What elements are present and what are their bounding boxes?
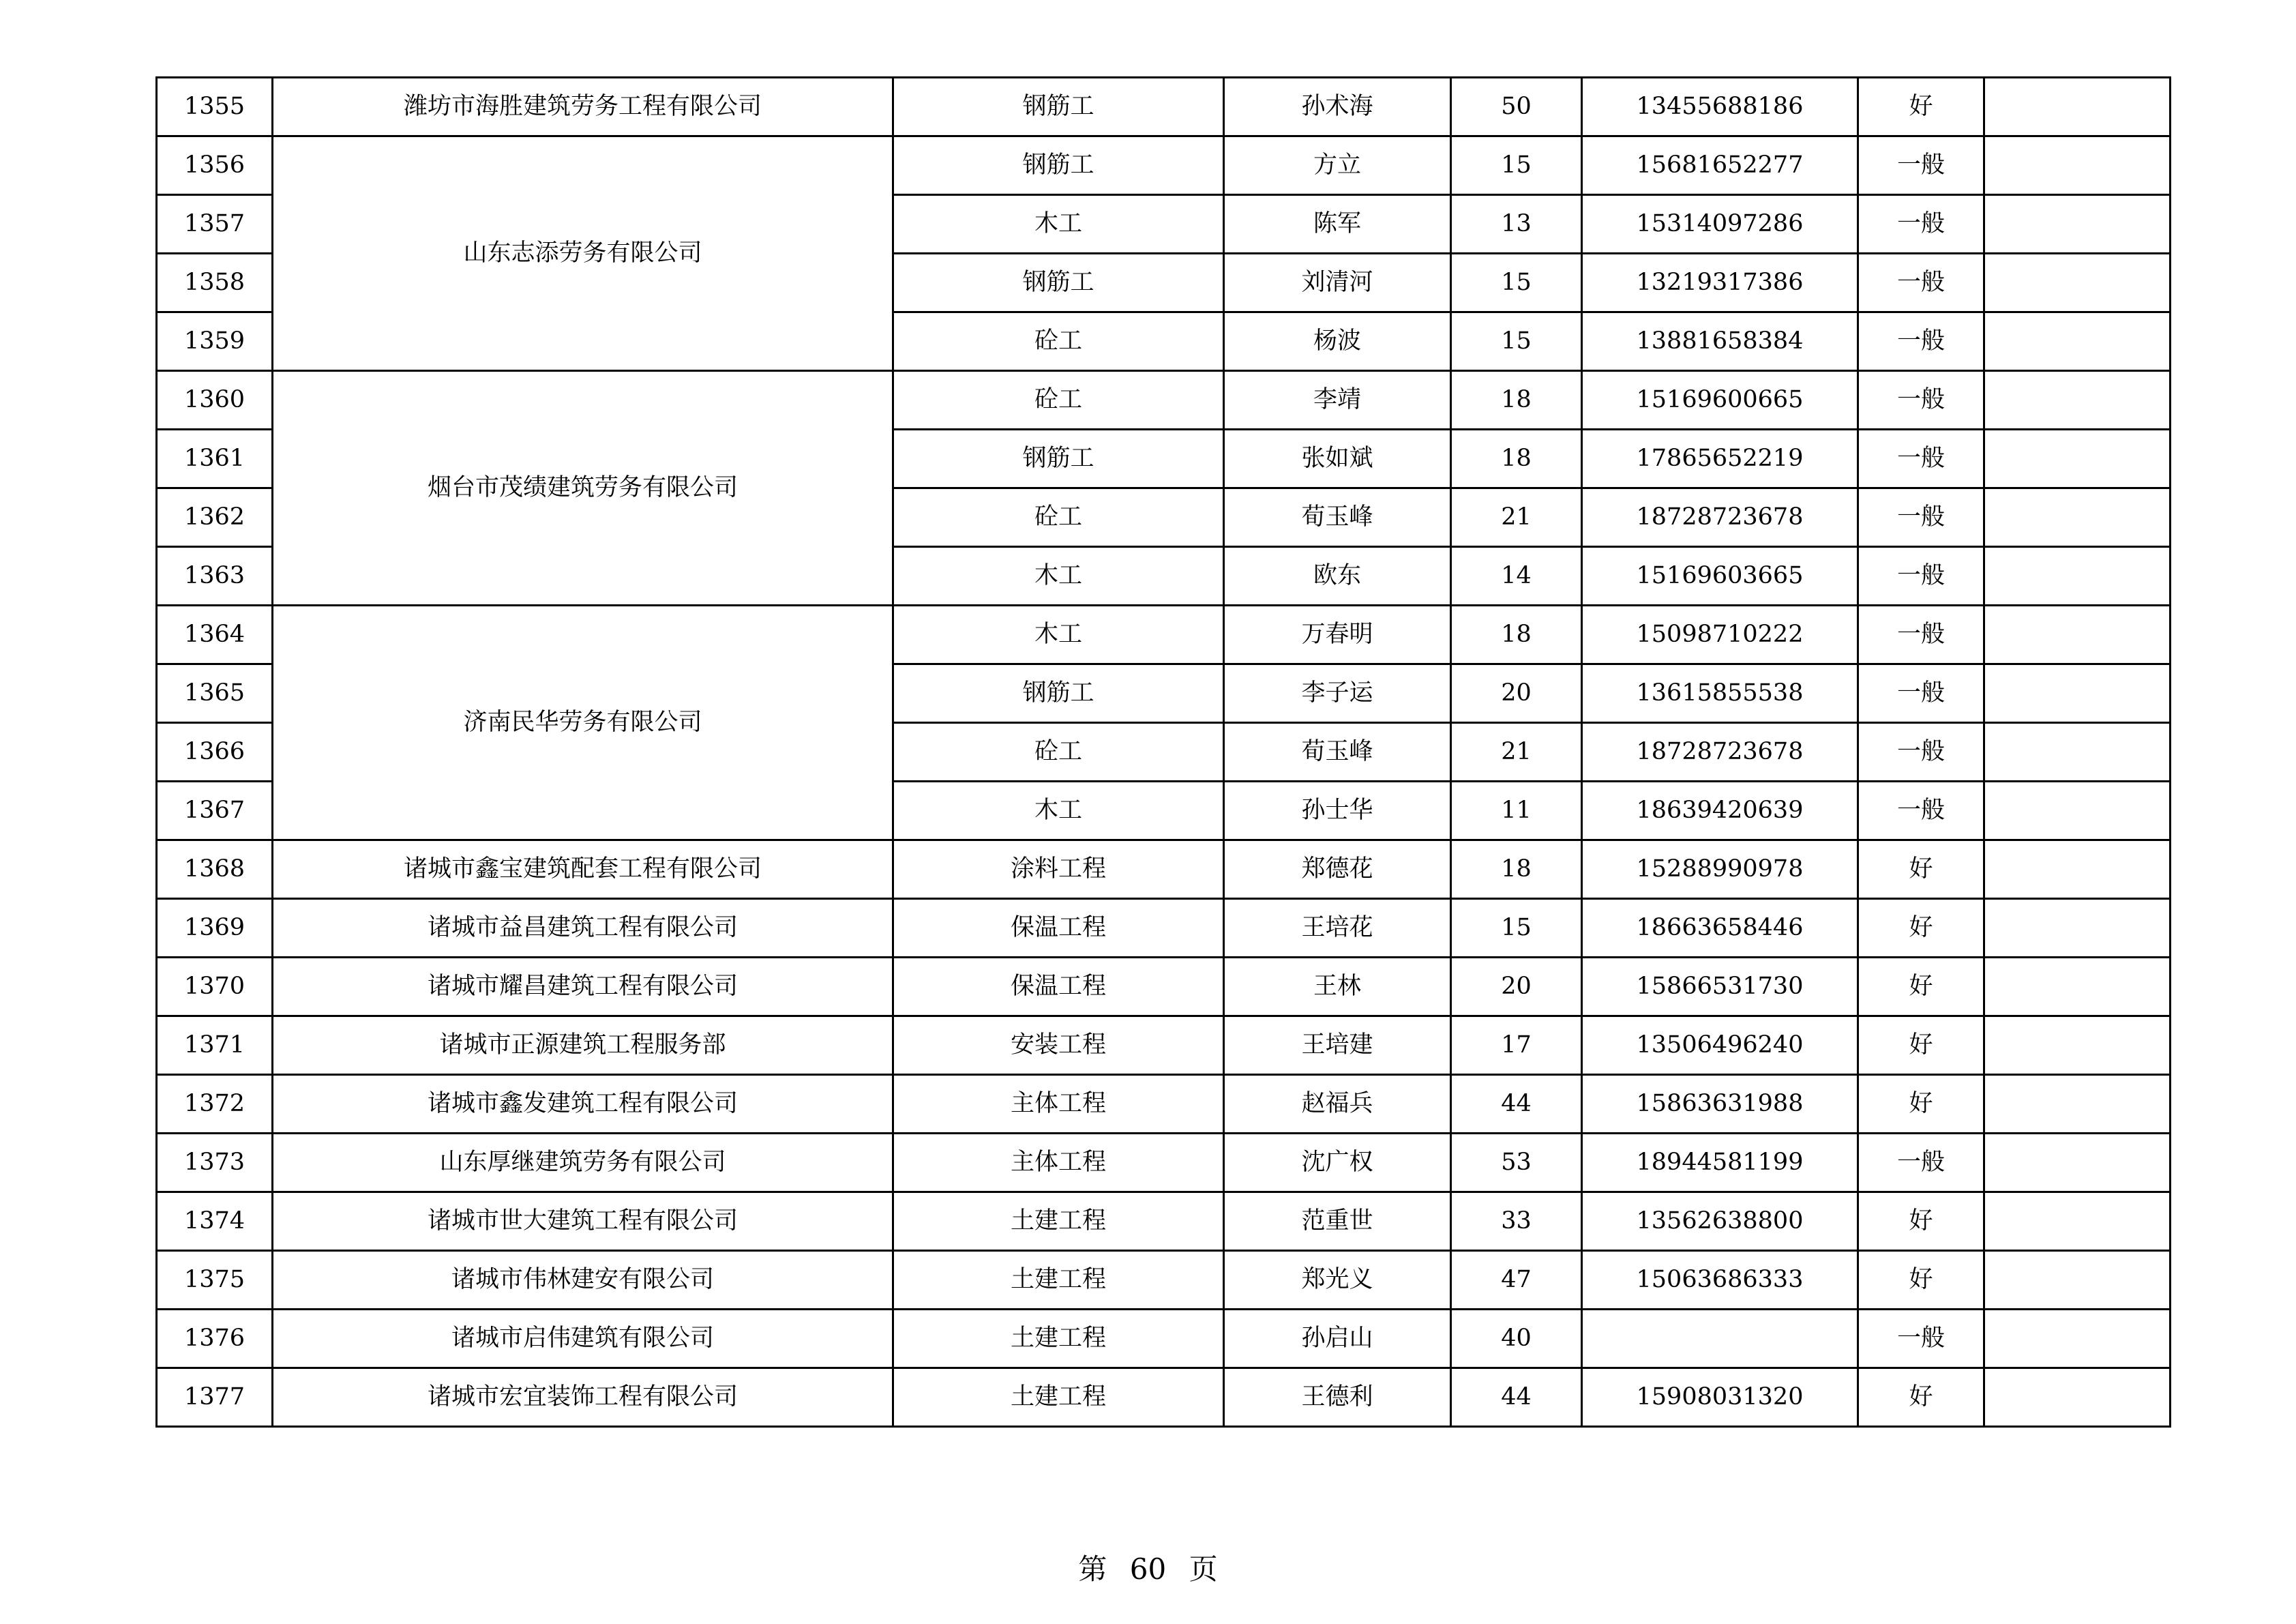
cell-trade: 钢筋工 [893, 78, 1224, 136]
cell-worker-count: 15 [1451, 136, 1582, 195]
cell-phone: 15063686333 [1582, 1251, 1858, 1310]
cell-worker-count: 53 [1451, 1134, 1582, 1192]
table-row [157, 1368, 2171, 1427]
cell-trade: 砼工 [893, 723, 1224, 782]
cell-rating: 好 [1858, 1016, 1984, 1075]
cell-remark [1984, 840, 2171, 899]
cell-number: 1362 [157, 488, 273, 547]
cell-worker-count: 20 [1451, 958, 1582, 1016]
cell-number: 1367 [157, 782, 273, 840]
cell-remark [1984, 606, 2171, 664]
table-row [157, 1016, 2171, 1075]
cell-rating: 一般 [1858, 1310, 1984, 1368]
table-row [157, 1251, 2171, 1310]
cell-number: 1357 [157, 195, 273, 254]
cell-worker-count: 18 [1451, 606, 1582, 664]
cell-trade: 主体工程 [893, 1134, 1224, 1192]
cell-worker-count: 44 [1451, 1368, 1582, 1427]
cell-number: 1377 [157, 1368, 273, 1427]
cell-trade: 砼工 [893, 371, 1224, 430]
cell-trade: 主体工程 [893, 1075, 1224, 1134]
cell-rating: 一般 [1858, 723, 1984, 782]
cell-phone: 17865652219 [1582, 430, 1858, 488]
cell-company: 诸城市耀昌建筑工程有限公司 [273, 958, 893, 1016]
cell-worker-count: 33 [1451, 1192, 1582, 1251]
cell-contact-name: 郑光义 [1224, 1251, 1451, 1310]
table-row [157, 78, 2171, 136]
cell-worker-count: 40 [1451, 1310, 1582, 1368]
cell-rating: 好 [1858, 840, 1984, 899]
cell-worker-count: 50 [1451, 78, 1582, 136]
cell-remark [1984, 899, 2171, 958]
table-row [157, 606, 2171, 664]
cell-contact-name: 万春明 [1224, 606, 1451, 664]
cell-rating: 一般 [1858, 1134, 1984, 1192]
page-number: 60 [1129, 1552, 1167, 1586]
table-row [157, 136, 2171, 195]
cell-worker-count: 11 [1451, 782, 1582, 840]
cell-trade: 木工 [893, 782, 1224, 840]
table-row [157, 958, 2171, 1016]
cell-number: 1370 [157, 958, 273, 1016]
cell-worker-count: 18 [1451, 840, 1582, 899]
cell-rating: 好 [1858, 958, 1984, 1016]
cell-number: 1363 [157, 547, 273, 606]
cell-company: 诸城市鑫宝建筑配套工程有限公司 [273, 840, 893, 899]
cell-contact-name: 荀玉峰 [1224, 723, 1451, 782]
cell-rating: 好 [1858, 1368, 1984, 1427]
cell-phone: 18728723678 [1582, 723, 1858, 782]
cell-number: 1361 [157, 430, 273, 488]
cell-remark [1984, 371, 2171, 430]
cell-remark [1984, 664, 2171, 723]
cell-remark [1984, 1075, 2171, 1134]
cell-company: 诸城市鑫发建筑工程有限公司 [273, 1075, 893, 1134]
cell-rating: 好 [1858, 899, 1984, 958]
cell-contact-name: 孙士华 [1224, 782, 1451, 840]
cell-phone: 15098710222 [1582, 606, 1858, 664]
cell-contact-name: 范重世 [1224, 1192, 1451, 1251]
cell-phone: 18728723678 [1582, 488, 1858, 547]
cell-phone: 13615855538 [1582, 664, 1858, 723]
cell-contact-name: 沈广权 [1224, 1134, 1451, 1192]
cell-remark [1984, 136, 2171, 195]
cell-contact-name: 赵福兵 [1224, 1075, 1451, 1134]
cell-remark [1984, 1192, 2171, 1251]
cell-company: 潍坊市海胜建筑劳务工程有限公司 [273, 78, 893, 136]
cell-worker-count: 44 [1451, 1075, 1582, 1134]
cell-worker-count: 18 [1451, 371, 1582, 430]
cell-company: 山东志添劳务有限公司 [273, 136, 893, 371]
cell-company: 诸城市宏宜装饰工程有限公司 [273, 1368, 893, 1427]
cell-phone: 15863631988 [1582, 1075, 1858, 1134]
table-row [157, 840, 2171, 899]
cell-number: 1360 [157, 371, 273, 430]
cell-remark [1984, 1251, 2171, 1310]
cell-phone: 18639420639 [1582, 782, 1858, 840]
table-row [157, 899, 2171, 958]
cell-trade: 保温工程 [893, 958, 1224, 1016]
cell-remark [1984, 78, 2171, 136]
cell-trade: 钢筋工 [893, 430, 1224, 488]
cell-remark [1984, 782, 2171, 840]
cell-remark [1984, 1016, 2171, 1075]
cell-rating: 好 [1858, 1075, 1984, 1134]
cell-remark [1984, 1134, 2171, 1192]
cell-contact-name: 李靖 [1224, 371, 1451, 430]
cell-worker-count: 21 [1451, 723, 1582, 782]
cell-worker-count: 21 [1451, 488, 1582, 547]
cell-remark [1984, 1310, 2171, 1368]
cell-rating: 好 [1858, 78, 1984, 136]
cell-rating: 一般 [1858, 430, 1984, 488]
cell-contact-name: 陈军 [1224, 195, 1451, 254]
cell-number: 1369 [157, 899, 273, 958]
cell-remark [1984, 254, 2171, 312]
cell-worker-count: 14 [1451, 547, 1582, 606]
cell-number: 1372 [157, 1075, 273, 1134]
cell-phone: 13455688186 [1582, 78, 1858, 136]
cell-company: 济南民华劳务有限公司 [273, 606, 893, 840]
cell-rating: 一般 [1858, 782, 1984, 840]
cell-phone: 18944581199 [1582, 1134, 1858, 1192]
cell-remark [1984, 958, 2171, 1016]
page-prefix: 第 [1078, 1552, 1107, 1586]
cell-contact-name: 荀玉峰 [1224, 488, 1451, 547]
cell-phone: 15681652277 [1582, 136, 1858, 195]
table-row [157, 1310, 2171, 1368]
page-footer [0, 1547, 2296, 1588]
cell-number: 1365 [157, 664, 273, 723]
cell-number: 1375 [157, 1251, 273, 1310]
cell-phone: 15866531730 [1582, 958, 1858, 1016]
labor-company-table [155, 76, 2171, 1428]
cell-worker-count: 47 [1451, 1251, 1582, 1310]
cell-company: 烟台市茂绩建筑劳务有限公司 [273, 371, 893, 606]
cell-trade: 土建工程 [893, 1251, 1224, 1310]
cell-trade: 涂料工程 [893, 840, 1224, 899]
table-row [157, 371, 2171, 430]
cell-trade: 土建工程 [893, 1368, 1224, 1427]
cell-rating: 一般 [1858, 606, 1984, 664]
cell-worker-count: 18 [1451, 430, 1582, 488]
cell-number: 1358 [157, 254, 273, 312]
cell-number: 1366 [157, 723, 273, 782]
page-suffix: 页 [1189, 1552, 1218, 1586]
cell-contact-name: 王林 [1224, 958, 1451, 1016]
cell-number: 1376 [157, 1310, 273, 1368]
cell-trade: 保温工程 [893, 899, 1224, 958]
cell-contact-name: 欧东 [1224, 547, 1451, 606]
cell-number: 1359 [157, 312, 273, 371]
cell-rating: 一般 [1858, 312, 1984, 371]
cell-rating: 好 [1858, 1251, 1984, 1310]
cell-remark [1984, 312, 2171, 371]
cell-trade: 钢筋工 [893, 664, 1224, 723]
cell-contact-name: 杨波 [1224, 312, 1451, 371]
cell-company: 诸城市伟林建安有限公司 [273, 1251, 893, 1310]
cell-company: 诸城市正源建筑工程服务部 [273, 1016, 893, 1075]
cell-contact-name: 王德利 [1224, 1368, 1451, 1427]
cell-trade: 安装工程 [893, 1016, 1224, 1075]
cell-worker-count: 17 [1451, 1016, 1582, 1075]
cell-rating: 好 [1858, 1192, 1984, 1251]
cell-contact-name: 李子运 [1224, 664, 1451, 723]
cell-worker-count: 13 [1451, 195, 1582, 254]
cell-contact-name: 方立 [1224, 136, 1451, 195]
table-row [157, 1192, 2171, 1251]
cell-remark [1984, 195, 2171, 254]
cell-rating: 一般 [1858, 664, 1984, 723]
cell-phone: 13506496240 [1582, 1016, 1858, 1075]
cell-phone: 15908031320 [1582, 1368, 1858, 1427]
cell-number: 1371 [157, 1016, 273, 1075]
cell-worker-count: 15 [1451, 899, 1582, 958]
cell-phone: 15288990978 [1582, 840, 1858, 899]
cell-contact-name: 孙术海 [1224, 78, 1451, 136]
cell-contact-name: 郑德花 [1224, 840, 1451, 899]
table-row [157, 1134, 2171, 1192]
cell-phone: 15169603665 [1582, 547, 1858, 606]
cell-contact-name: 张如斌 [1224, 430, 1451, 488]
cell-rating: 一般 [1858, 371, 1984, 430]
cell-trade: 木工 [893, 606, 1224, 664]
cell-phone: 13219317386 [1582, 254, 1858, 312]
cell-number: 1374 [157, 1192, 273, 1251]
cell-company: 山东厚继建筑劳务有限公司 [273, 1134, 893, 1192]
cell-remark [1984, 723, 2171, 782]
cell-remark [1984, 488, 2171, 547]
cell-number: 1368 [157, 840, 273, 899]
cell-trade: 木工 [893, 195, 1224, 254]
cell-rating: 一般 [1858, 547, 1984, 606]
table-body [157, 78, 2171, 1427]
cell-company: 诸城市益昌建筑工程有限公司 [273, 899, 893, 958]
cell-rating: 一般 [1858, 136, 1984, 195]
cell-contact-name: 刘清河 [1224, 254, 1451, 312]
cell-number: 1355 [157, 78, 273, 136]
cell-phone: 18663658446 [1582, 899, 1858, 958]
cell-company: 诸城市世大建筑工程有限公司 [273, 1192, 893, 1251]
cell-trade: 钢筋工 [893, 254, 1224, 312]
cell-worker-count: 15 [1451, 312, 1582, 371]
cell-trade: 土建工程 [893, 1192, 1224, 1251]
table-row [157, 1075, 2171, 1134]
cell-phone [1582, 1310, 1858, 1368]
cell-contact-name: 王培建 [1224, 1016, 1451, 1075]
cell-phone: 15169600665 [1582, 371, 1858, 430]
cell-worker-count: 15 [1451, 254, 1582, 312]
cell-contact-name: 孙启山 [1224, 1310, 1451, 1368]
cell-number: 1356 [157, 136, 273, 195]
cell-trade: 土建工程 [893, 1310, 1224, 1368]
cell-rating: 一般 [1858, 254, 1984, 312]
cell-worker-count: 20 [1451, 664, 1582, 723]
cell-remark [1984, 430, 2171, 488]
cell-phone: 15314097286 [1582, 195, 1858, 254]
cell-remark [1984, 547, 2171, 606]
cell-contact-name: 王培花 [1224, 899, 1451, 958]
cell-trade: 木工 [893, 547, 1224, 606]
cell-rating: 一般 [1858, 488, 1984, 547]
cell-trade: 砼工 [893, 488, 1224, 547]
cell-company: 诸城市启伟建筑有限公司 [273, 1310, 893, 1368]
cell-phone: 13881658384 [1582, 312, 1858, 371]
cell-number: 1364 [157, 606, 273, 664]
cell-remark [1984, 1368, 2171, 1427]
cell-trade: 砼工 [893, 312, 1224, 371]
cell-rating: 一般 [1858, 195, 1984, 254]
cell-number: 1373 [157, 1134, 273, 1192]
cell-phone: 13562638800 [1582, 1192, 1858, 1251]
cell-trade: 钢筋工 [893, 136, 1224, 195]
